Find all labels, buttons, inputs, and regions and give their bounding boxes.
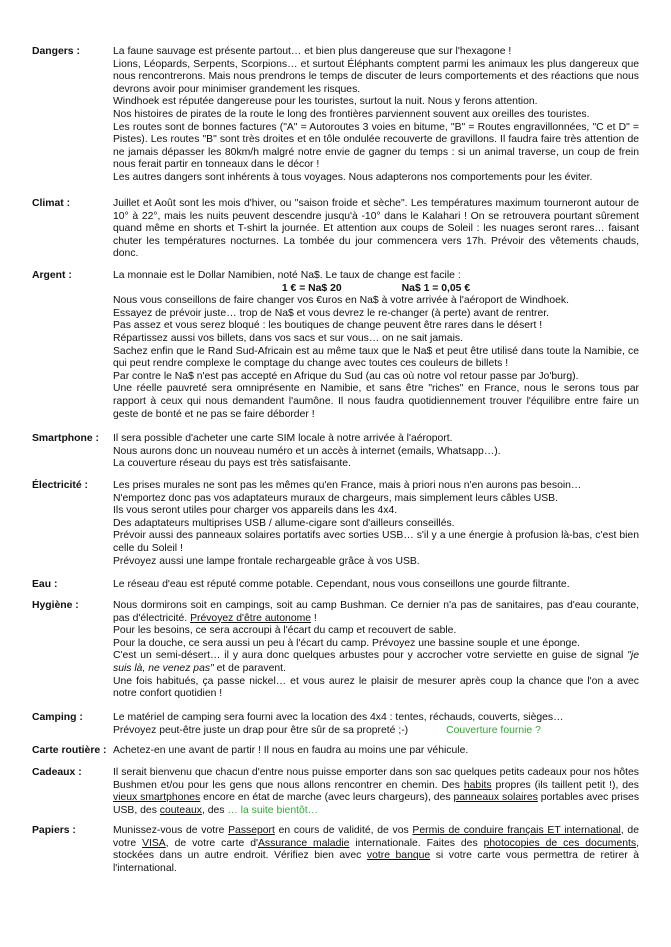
paragraph: Windhoek est réputée dangereuse pour les touristes, surtout la nuit. Nous y ferons attention. — [113, 96, 538, 108]
paragraph: Une réelle pauvreté sera omniprésente en Namibie, et sans être "riches" en France, nous le serons tous par rapport à ceux qui nous demandent l'aumône. Il nous faudra quotidiennement trouver l'équilibre entre faire un geste de bonté et ne pas se faire déborder ! — [113, 383, 639, 420]
paragraph — [113, 767, 639, 817]
text: , de votre — [113, 825, 639, 849]
solar-panels-link[interactable]: panneaux solaires — [453, 792, 538, 804]
section-label: Argent : — [32, 270, 72, 281]
text: , de votre carte d' — [165, 837, 258, 849]
knives-link[interactable]: couteaux — [159, 804, 202, 816]
section-body — [113, 579, 639, 592]
section-label: Eau : — [32, 579, 58, 590]
photocopies-link[interactable]: photocopies de ces documents — [483, 837, 637, 849]
paragraph: Ils vous seront utiles pour charger vos appareils dans les 4x4. — [113, 505, 398, 517]
paragraph: Une fois habitués, ça passe nickel… et vous aurez le plaisir de mesurer après coup la chance que l'on a avec notre confort quotidien ! — [113, 675, 639, 700]
text: en cours de validité, de vos — [274, 825, 413, 836]
section-label: Hygiène : — [32, 600, 79, 611]
paragraph: Répartissez aussi vos billets, dans vos sacs et sur vous… on ne sait jamais. — [113, 332, 463, 344]
text: portables avec prises USB, des — [113, 792, 640, 816]
paragraph — [113, 825, 639, 875]
paragraph: Juillet et Août sont les mois d'hiver, ou "saison froide et sèche". Les températures maximum tourneront autour de 10° à 22°, mais les nuits peuvent descendre jusqu'à -10° dans le Kalahari ! On se retrouvera pourtant sûrement quand même en shorts et T-shirt la journée. Et attention aux coups de Soleil : les nuages seront rares… faisant chuter les températures nocturnes. La tombée du jour commencera vers 17h. Prévoir des vêtements chauds, donc. — [113, 198, 639, 260]
section-body — [113, 767, 639, 817]
section-label: Carte routière : — [32, 745, 107, 756]
paragraph: Nous vous conseillons de faire changer vos €uros en Na$ à votre arrivée à l'aéroport de Windhoek. — [113, 295, 569, 307]
paragraph: Achetez-en une avant de partir ! Il nous en faudra au moins une par véhicule. — [113, 745, 469, 756]
text: , stockées dans un autre endroit. Vérifiez bien avec — [113, 837, 639, 862]
paragraph: Le matériel de camping sera fourni avec la location des 4x4 : tentes, réchauds, couverts, sièges… — [113, 712, 564, 723]
paragraph: Les routes sont de bonnes factures ("A" = Autoroutes 3 voies en bitume, "B" = Routes engravillonnées, "C et D" = Pistes). Les routes "B" sont très droites et en tôle ondulée recouverte de gravillons. Il faudra faire très attention de ne jamais dépasser les 80km/h malgré notre envie de gagner du temps : si un animal traverse, un coup de frein nous ferait partir en tonneaux dans le décor ! — [113, 121, 639, 171]
health-insurance-link[interactable]: Assurance maladie — [258, 837, 350, 849]
section-body — [113, 46, 639, 185]
section-label: Camping : — [32, 712, 83, 723]
paragraph: La couverture réseau du pays est très satisfaisante. — [113, 458, 351, 470]
paragraph: Les autres dangers sont inhérents à tous voyages. Nous adapterons nos comportements pour les éviter. — [113, 171, 593, 183]
paragraph — [113, 650, 639, 675]
passport-link[interactable]: Passeport — [228, 825, 275, 836]
text: Il serait bienvenu que chacun d'entre nous puisse emporter dans son sac quelques petits cadeaux pour nos hôtes Bushmen et/ou pour les gens que nous allons rencontrer en chemin. Des — [113, 767, 639, 791]
paragraph: Pour la douche, ce sera aussi un peu à l'écart du camp. Prévoyez une bassine souple et une éponge. — [113, 637, 580, 649]
section-body — [113, 198, 639, 261]
paragraph: Prévoir aussi des panneaux solaires portatifs avec sorties USB… s'il y a une énergie à profusion là-bas, c'est bien celle du Soleil ! — [113, 530, 639, 554]
paragraph: Essayez de prévoir juste… trop de Na$ et vous devrez le re-changer (à perte) avant de rentrer. — [113, 307, 550, 319]
section-label: Cadeaux : — [32, 767, 82, 778]
visa-link[interactable]: VISA — [142, 837, 166, 849]
section-body — [113, 825, 639, 875]
paragraph: Prévoyez aussi une lampe frontale rechargeable grâce à vos USB. — [113, 555, 420, 567]
text: internationale. Faites des — [349, 837, 484, 849]
rate-nad: Na$ 1 = 0,05 € — [401, 282, 471, 294]
text: encore en état de marche (avec leurs chargeurs), des — [200, 792, 454, 804]
more-soon-note: … la suite bientôt… — [227, 804, 319, 816]
section-label: Smartphone : — [32, 433, 99, 444]
paragraph — [113, 600, 639, 625]
text: propres (ils taillent petit !), des — [491, 779, 639, 791]
section-label: Électricité : — [32, 480, 89, 491]
rate-euro: 1 € = Na$ 20 — [281, 282, 342, 294]
section-body — [113, 712, 639, 737]
paragraph: Pour les besoins, ce sera accroupi à l'écart du camp et recouvert de sable. — [113, 625, 457, 637]
paragraph: Les prises murales ne sont pas les mêmes qu'en France, mais à priori nous n'en aurons pas besoin… — [113, 480, 582, 491]
text: et de paravent. — [213, 662, 286, 674]
paragraph: N'emportez donc pas vos adaptateurs muraux de chargeurs, mais simplement leurs câbles USB. — [113, 492, 558, 504]
text: Munissez-vous de votre — [113, 825, 229, 836]
paragraph: Sachez enfin que le Rand Sud-Africain est au même taux que le Na$ et peut être utilisé dans toute la Namibie, ce qui peut rendre complexe le comptage du change avec toutes ces couleurs de billets ! — [113, 345, 639, 370]
section-body — [113, 433, 639, 471]
paragraph: Des adaptateurs multiprises USB / allume-cigare sont d'ailleurs conseillés. — [113, 517, 455, 529]
section-label: Dangers : — [32, 46, 80, 57]
paragraph: Il sera possible d'acheter une carte SIM locale à notre arrivée à l'aéroport. — [113, 433, 453, 444]
section-label: Climat : — [32, 198, 71, 209]
paragraph: Lions, Léopards, Serpents, Scorpions… et surtout Éléphants comptent parmi les animaux les plus dangereux que nous rencontrerons. Mais nous prendrons le temps de discuter de leurs comportements et des réactions que nous devrons avoir pour minimiser grandement les risques. — [113, 58, 639, 95]
exchange-rate — [113, 283, 639, 296]
paragraph — [113, 725, 639, 738]
paragraph: Par contre le Na$ n'est pas accepté en Afrique du Sud (au cas où notre vol retour passe par Jo'burg). — [113, 370, 579, 382]
text: , des — [201, 804, 228, 816]
habits-link[interactable]: habits — [463, 779, 492, 791]
autonomy-link[interactable]: Prévoyez d'être autonome — [190, 612, 312, 624]
paragraph: Le réseau d'eau est réputé comme potable. Cependant, nous vous conseillons une gourde filtrante. — [113, 579, 570, 590]
paragraph: Nous aurons donc un nouveau numéro et un accès à internet (emails, Whatsapp…). — [113, 445, 501, 457]
paragraph: La monnaie est le Dollar Namibien, noté Na$. Le taux de change est facile : — [113, 270, 461, 281]
camping-note: Couverture fournie ? — [446, 724, 541, 736]
text: Prévoyez peut-être juste un drap pour être sûr de sa propreté ;-) — [113, 724, 409, 736]
italic-quote: "je suis là, ne venez pas" — [113, 650, 639, 674]
section-label: Papiers : — [32, 825, 76, 836]
section-body — [113, 600, 639, 701]
paragraph: La faune sauvage est présente partout… et bien plus dangereuse que sur l'hexagone ! — [113, 46, 512, 57]
section-body — [113, 745, 639, 758]
smartphones-link[interactable]: vieux smartphones — [113, 792, 201, 804]
section-body — [113, 480, 639, 568]
driving-licence-link[interactable]: Permis de conduire français ET international — [412, 825, 621, 836]
text: si votre carte vous permettra de retirer à l'international. — [113, 850, 639, 874]
paragraph: Pas assez et vous serez bloqué : les boutiques de change peuvent être rares dans le désert ! — [113, 320, 543, 332]
section-body — [113, 270, 639, 421]
paragraph: Nos histoires de pirates de la route le long des frontières parviennent souvent aux oreilles des touristes. — [113, 108, 590, 120]
bank-link[interactable]: votre banque — [366, 850, 431, 862]
text: ! — [311, 612, 317, 624]
text: Nous dormirons soit en campings, soit au camp Bushman. Ce dernier n'a pas de sanitaires, pas d'eau courante, pas d'électricité. — [113, 600, 639, 624]
text: C'est un semi-désert… il y aura donc quelques arbustes pour y accrocher votre serviette en guise de signal — [113, 650, 628, 662]
